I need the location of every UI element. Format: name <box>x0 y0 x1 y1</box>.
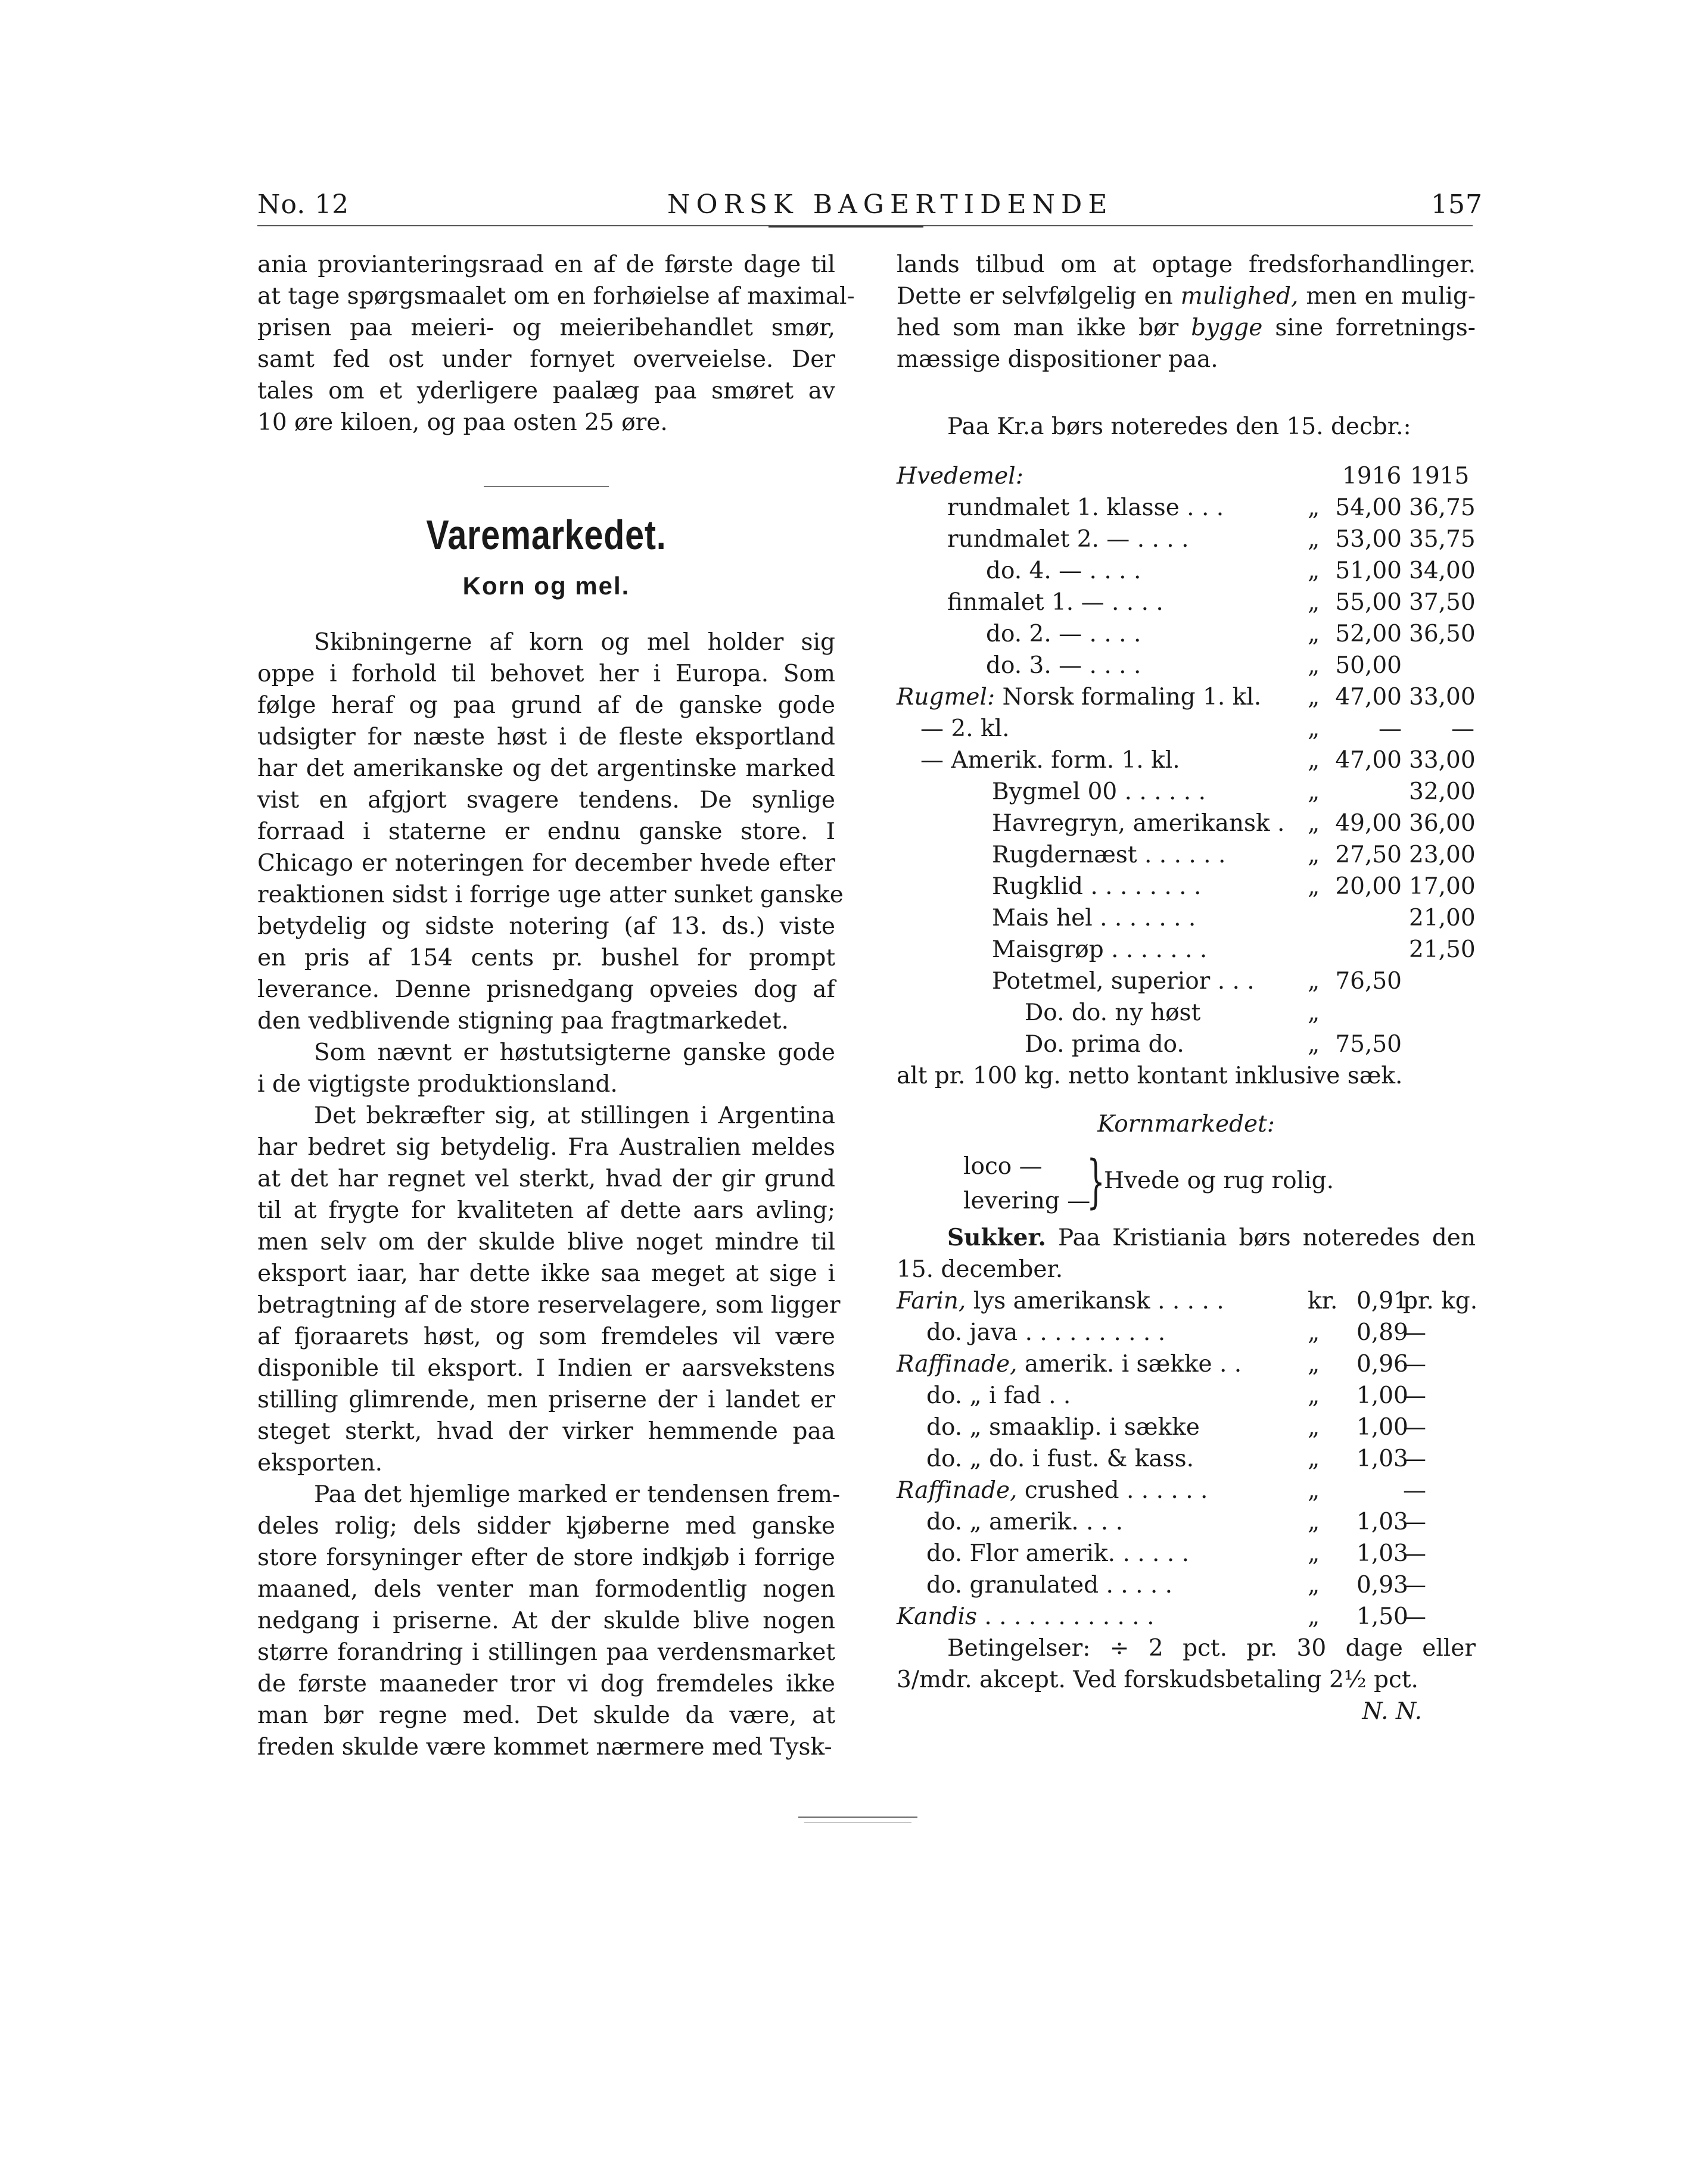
unit-mark: — <box>1403 1477 1426 1504</box>
price-row <box>897 524 1476 555</box>
text-line: mæssige dispositioner paa. <box>897 346 1218 373</box>
product-label: do. „ smaaklip. i sække <box>926 1414 1200 1441</box>
unit-mark: — <box>1403 1572 1426 1599</box>
text-span: hed som man ikke bør <box>897 314 1191 341</box>
paragraph <box>257 1479 841 1763</box>
product-label: Maisgrøp . . . . . . . <box>992 936 1208 963</box>
currency-mark: „ <box>1308 1445 1320 1472</box>
text-line: steget sterkt, hvad der virker hemmende paa <box>257 1418 835 1445</box>
price-1916: 47,00 <box>1335 684 1402 711</box>
price-1916: 54,00 <box>1335 494 1402 521</box>
price-1916: 50,00 <box>1335 652 1402 679</box>
price-1916: 27,50 <box>1335 842 1402 868</box>
category-label: Rugmel: <box>897 684 995 711</box>
price-value: 0,89 <box>1356 1319 1408 1346</box>
price-row <box>897 965 1476 997</box>
ditto-mark: „ <box>1308 715 1320 742</box>
text-span: men en mulig- <box>1298 283 1476 310</box>
sugar-price-row <box>897 1443 1476 1475</box>
product-label: rundmalet 1. klasse . . . <box>947 494 1224 521</box>
year-column-1916: 1916 <box>1342 463 1402 490</box>
product-label: rundmalet 2. — . . . . <box>947 526 1189 553</box>
ditto-mark: „ <box>1308 652 1320 679</box>
category-label: Hvedemel: <box>897 463 1023 490</box>
text-line: de første maaneder tror vi dog fremdeles ikke <box>257 1671 835 1697</box>
levering-label: levering — <box>963 1188 1091 1214</box>
product-label <box>897 681 1261 713</box>
price-value: 1,03 <box>1356 1445 1408 1472</box>
product-label: do. granulated . . . . . <box>926 1572 1173 1599</box>
text-line: reaktionen sidst i forrige uge atter sunket ganske <box>257 881 844 908</box>
text-line: Chicago er noteringen for december hvede efter <box>257 850 835 877</box>
sugar-price-row <box>897 1569 1476 1601</box>
currency-mark: „ <box>1308 1603 1320 1630</box>
product-label: Bygmel 00 . . . . . . <box>992 778 1206 805</box>
year-column-1915: 1915 <box>1410 463 1470 490</box>
product-label: Mais hel . . . . . . . <box>992 905 1196 931</box>
sugar-price-row <box>897 1506 1476 1538</box>
unit-mark: — <box>1403 1603 1426 1630</box>
signature: N. N. <box>1362 1698 1422 1725</box>
product-name-italic: Raffinade, <box>897 1351 1018 1378</box>
sugar-price-row <box>897 1412 1476 1443</box>
price-table <box>897 492 1476 1060</box>
product-label: do. 4. — . . . . <box>986 557 1141 584</box>
intro-paragraph <box>257 249 855 438</box>
publication-title: NORSK BAGERTIDENDE <box>667 189 1113 220</box>
price-1916: 76,50 <box>1335 968 1402 995</box>
product-name-italic: Kandis <box>897 1603 977 1630</box>
product-name-italic: Farin, <box>897 1288 966 1314</box>
text-line: nedgang i priserne. At der skulde blive nogen <box>257 1607 835 1634</box>
sukker-intro <box>897 1222 1476 1254</box>
price-row <box>897 713 1476 744</box>
text-line: af fjoraarets høst, og som fremdeles vil være <box>257 1323 835 1350</box>
currency-mark: „ <box>1308 1351 1320 1378</box>
text-line: har det amerikanske og det argentinske marked <box>257 755 835 782</box>
text-line: men selv om der skulde blive noget mindre til <box>257 1229 835 1255</box>
unit-mark: — <box>1403 1319 1426 1346</box>
text-line: oppe i forhold til behovet her i Europa. Som <box>257 661 835 687</box>
text-line: følge heraf og paa grund af de ganske gode <box>257 692 835 719</box>
price-value: 0,91 <box>1356 1288 1408 1314</box>
unit-mark: — <box>1403 1414 1426 1441</box>
ditto-mark: „ <box>1308 747 1320 774</box>
product-label: Do. do. ny høst <box>1025 999 1201 1026</box>
currency-mark: „ <box>1308 1319 1320 1346</box>
unit-mark: — <box>1403 1382 1426 1409</box>
text-line: betydelig og sidste notering (af 13. ds.) viste <box>257 913 835 940</box>
product-label: Havregryn, amerikansk . <box>992 810 1285 837</box>
product-label-rest: amerik. i sække . . <box>1017 1351 1242 1378</box>
product-label: do. „ do. i fust. & kass. <box>926 1445 1194 1472</box>
loco-label: loco — <box>963 1153 1043 1180</box>
currency-mark: „ <box>1308 1540 1320 1567</box>
price-value: 1,50 <box>1356 1603 1408 1630</box>
ditto-mark: „ <box>1308 589 1320 616</box>
ditto-mark: „ <box>1308 621 1320 647</box>
price-row <box>897 776 1476 808</box>
price-value: 1,00 <box>1356 1414 1408 1441</box>
price-row <box>897 744 1476 776</box>
brace-glyph: } <box>1087 1148 1105 1215</box>
price-1916: 53,00 <box>1335 526 1402 553</box>
text-line: disponible til eksport. I Indien er aarsvekstens <box>257 1355 835 1382</box>
price-value: 1,03 <box>1356 1509 1408 1535</box>
text-line: lands tilbud om at optage fredsforhandlinger. <box>897 251 1476 278</box>
text-line: en pris af 154 cents pr. bushel for prompt <box>257 945 835 971</box>
sugar-price-row <box>897 1380 1476 1412</box>
product-label <box>897 1475 1208 1506</box>
text-line: tales om et yderligere paalæg paa smøret av <box>257 378 835 404</box>
text-line: ania provianteringsraad en af de første dage til <box>257 251 835 278</box>
price-1916: 55,00 <box>1335 589 1402 616</box>
price-1915: 23,00 <box>1409 842 1476 868</box>
price-1915: 34,00 <box>1409 557 1476 584</box>
text-line: den vedblivende stigning paa fragtmarkedet. <box>257 1008 789 1035</box>
price-value: 0,93 <box>1356 1572 1408 1599</box>
currency-mark: kr. <box>1308 1288 1338 1314</box>
price-1915: 32,00 <box>1409 778 1476 805</box>
paragraph <box>257 1037 835 1100</box>
price-row <box>897 492 1476 524</box>
ditto-mark: „ <box>1308 684 1320 711</box>
text-line: leverance. Denne prisnedgang opveies dog af <box>257 976 835 1003</box>
text-line: man bør regne med. Det skulde da være, at <box>257 1702 835 1729</box>
price-1915: 36,50 <box>1409 621 1476 647</box>
product-label: Rugklid . . . . . . . . <box>992 873 1202 900</box>
text-line: i de vigtigste produktionsland. <box>257 1071 618 1098</box>
text-line: stilling glimrende, men priserne der i landet er <box>257 1387 835 1413</box>
product-label: do. Flor amerik. . . . . . <box>926 1540 1190 1567</box>
product-label: — Amerik. form. 1. kl. <box>920 747 1180 774</box>
sukker-label: Sukker. <box>947 1224 1046 1251</box>
ditto-mark: „ <box>1308 557 1320 584</box>
price-row <box>897 871 1476 902</box>
kornmarkedet-title: Kornmarkedet: <box>1097 1111 1275 1138</box>
product-label: do. 2. — . . . . <box>986 621 1141 647</box>
sugar-price-row <box>897 1317 1476 1348</box>
text-line: til at frygte for kvaliteten af dette aars avling; <box>257 1197 835 1224</box>
section-subheading: Korn og mel. <box>462 572 630 600</box>
text-span: Paa Kristiania børs noteredes den <box>1046 1225 1476 1251</box>
conditions-line: Betingelser: ÷ 2 pct. pr. 30 dage eller <box>947 1635 1476 1662</box>
ditto-mark: „ <box>1308 810 1320 837</box>
text-line: betragtning af de store reservelagere, som ligger <box>257 1292 841 1319</box>
price-row <box>897 618 1476 650</box>
text-line <box>897 281 1476 312</box>
text-span-italic: bygge <box>1191 314 1263 341</box>
text-line: Skibningerne af korn og mel holder sig <box>314 629 835 656</box>
left-column <box>257 249 855 1763</box>
text-line <box>897 312 1476 344</box>
price-1916: 52,00 <box>1335 621 1402 647</box>
header-rule-accent <box>769 226 923 228</box>
text-line: vist en afgjort svagere tendens. De synlige <box>257 787 835 814</box>
price-1916: — <box>1379 715 1402 742</box>
sugar-price-row <box>897 1475 1476 1506</box>
currency-mark: „ <box>1308 1382 1320 1409</box>
ditto-mark: „ <box>1308 873 1320 900</box>
text-line: at det har regnet vel sterkt, hvad der gir grund <box>257 1166 835 1192</box>
product-label: finmalet 1. — . . . . <box>947 589 1163 616</box>
currency-mark: „ <box>1308 1509 1320 1535</box>
text-line: udsigter for næste høst i de fleste eksportland <box>257 724 835 750</box>
ditto-mark: „ <box>1308 778 1320 805</box>
price-row <box>897 555 1476 587</box>
text-line: eksporten. <box>257 1450 383 1476</box>
unit-mark: — <box>1403 1351 1426 1378</box>
text-line: maaned, dels venter man formodentlig nogen <box>257 1576 835 1603</box>
text-line: 15. december. <box>897 1256 1063 1283</box>
text-line: deles rolig; dels sidder kjøberne med ganske <box>257 1513 835 1540</box>
price-1915: 33,00 <box>1409 747 1476 774</box>
price-value: 1,03 <box>1356 1540 1408 1567</box>
ditto-mark: „ <box>1308 526 1320 553</box>
sugar-price-row <box>897 1348 1476 1380</box>
product-label-rest: . . . . . . . . . . . . <box>976 1603 1155 1630</box>
text-line: prisen paa meieri- og meieribehandlet smør, <box>257 314 835 341</box>
kornmarkedet-block <box>897 1148 1476 1222</box>
page-number: 157 <box>1431 189 1483 220</box>
price-1915: 33,00 <box>1409 684 1476 711</box>
price-1916: 75,50 <box>1335 1031 1402 1058</box>
price-1915: — <box>1451 715 1474 742</box>
unit-mark: pr. kg. <box>1403 1288 1478 1314</box>
currency-mark: „ <box>1308 1572 1320 1599</box>
price-1915: 36,75 <box>1409 494 1476 521</box>
text-span: sine forretnings- <box>1262 314 1476 341</box>
text-line: har bedret sig betydelig. Fra Australien meldes <box>257 1134 835 1161</box>
text-line: 10 øre kiloen, og paa osten 25 øre. <box>257 409 668 436</box>
bottom-divider <box>798 1817 917 1818</box>
price-1915: 21,50 <box>1409 936 1476 963</box>
product-label: do. „ i fad . . <box>926 1382 1071 1409</box>
paragraph <box>257 1100 841 1479</box>
price-row <box>897 902 1476 934</box>
product-label: Potetmel, superior . . . <box>992 968 1255 995</box>
bottom-divider <box>804 1822 911 1823</box>
product-label: Do. prima do. <box>1025 1031 1184 1058</box>
ditto-mark: „ <box>1308 1031 1320 1058</box>
ditto-mark: „ <box>1308 999 1320 1026</box>
price-value: 0,96 <box>1356 1351 1408 1378</box>
product-label: — 2. kl. <box>920 715 1010 742</box>
ditto-mark: „ <box>1308 842 1320 868</box>
price-row <box>897 934 1476 965</box>
ditto-mark: „ <box>1308 968 1320 995</box>
right-column <box>897 249 1476 1727</box>
unit-mark: — <box>1403 1509 1426 1535</box>
product-label-rest: lys amerikansk . . . . . <box>966 1288 1224 1314</box>
text-line: eksport iaar, har dette ikke saa meget at sige i <box>257 1260 835 1287</box>
unit-mark: — <box>1403 1445 1426 1472</box>
paragraph <box>257 627 844 1037</box>
price-value: 1,00 <box>1356 1382 1408 1409</box>
price-1916: 47,00 <box>1335 747 1402 774</box>
price-row <box>897 839 1476 871</box>
price-notice: Paa Kr.a børs noteredes den 15. decbr.: <box>947 413 1411 440</box>
product-label: do. 3. — . . . . <box>986 652 1141 679</box>
text-line: forraad i staterne er endnu ganske store. I <box>257 818 835 845</box>
section-heading: Varemarkedet. <box>426 512 667 558</box>
sugar-price-row <box>897 1285 1476 1317</box>
text-line: Som nævnt er høstutsigterne ganske gode <box>314 1039 835 1066</box>
price-1915: 37,50 <box>1409 589 1476 616</box>
price-1916: 49,00 <box>1335 810 1402 837</box>
kornmarkedet-text: Hvede og rug rolig. <box>1104 1167 1334 1194</box>
unit-mark: — <box>1403 1540 1426 1567</box>
product-label <box>897 1285 1224 1317</box>
sukker-table <box>897 1285 1476 1632</box>
sugar-price-row <box>897 1538 1476 1569</box>
price-row <box>897 808 1476 839</box>
price-row <box>897 650 1476 681</box>
product-label <box>897 1348 1242 1380</box>
price-row <box>897 681 1476 713</box>
price-1915: 17,00 <box>1409 873 1476 900</box>
price-1915: 36,00 <box>1409 810 1476 837</box>
price-row <box>897 997 1476 1029</box>
price-row <box>897 587 1476 618</box>
product-label: Rugdernæst . . . . . . <box>992 842 1226 868</box>
text-line: samt fed ost under fornyet overveielse. Der <box>257 346 835 373</box>
ditto-mark: „ <box>1308 494 1320 521</box>
price-1916: 51,00 <box>1335 557 1402 584</box>
conditions-line: 3/mdr. akcept. Ved forskudsbetaling 2½ pct. <box>897 1666 1418 1693</box>
text-line: Det bekræfter sig, at stillingen i Argentina <box>314 1102 835 1129</box>
product-label-rest: crushed . . . . . . <box>1017 1477 1208 1504</box>
currency-mark: „ <box>1308 1477 1320 1504</box>
text-line: store forsyninger efter de store indkjøb i forrige <box>257 1544 835 1571</box>
price-footer: alt pr. 100 kg. netto kontant inklusive sæk. <box>897 1063 1403 1089</box>
product-name-italic: Raffinade, <box>897 1477 1018 1504</box>
sugar-price-row <box>897 1601 1476 1632</box>
product-label <box>897 1601 1155 1632</box>
text-line: at tage spørgsmaalet om en forhøielse af maximal- <box>257 283 855 310</box>
price-table-header <box>897 460 1476 492</box>
text-span: Dette er selvfølgelig en <box>897 283 1181 310</box>
price-1915: 21,00 <box>1409 905 1476 931</box>
text-span-italic: mulighed, <box>1180 283 1299 310</box>
product-label-rest: Norsk formaling 1. kl. <box>995 684 1262 711</box>
text-line: Paa det hjemlige marked er tendensen frem- <box>314 1481 841 1508</box>
price-row <box>897 1029 1476 1060</box>
text-line: freden skulde være kommet nærmere med Tysk- <box>257 1734 832 1761</box>
issue-number: No. 12 <box>257 189 350 220</box>
price-1915: 35,75 <box>1409 526 1476 553</box>
text-line: større forandring i stillingen paa verdensmarket <box>257 1639 835 1666</box>
product-label: do. „ amerik. . . . <box>926 1509 1123 1535</box>
section-divider <box>484 486 609 487</box>
product-label: do. java . . . . . . . . . . <box>926 1319 1166 1346</box>
price-1916: 20,00 <box>1335 873 1402 900</box>
currency-mark: „ <box>1308 1414 1320 1441</box>
